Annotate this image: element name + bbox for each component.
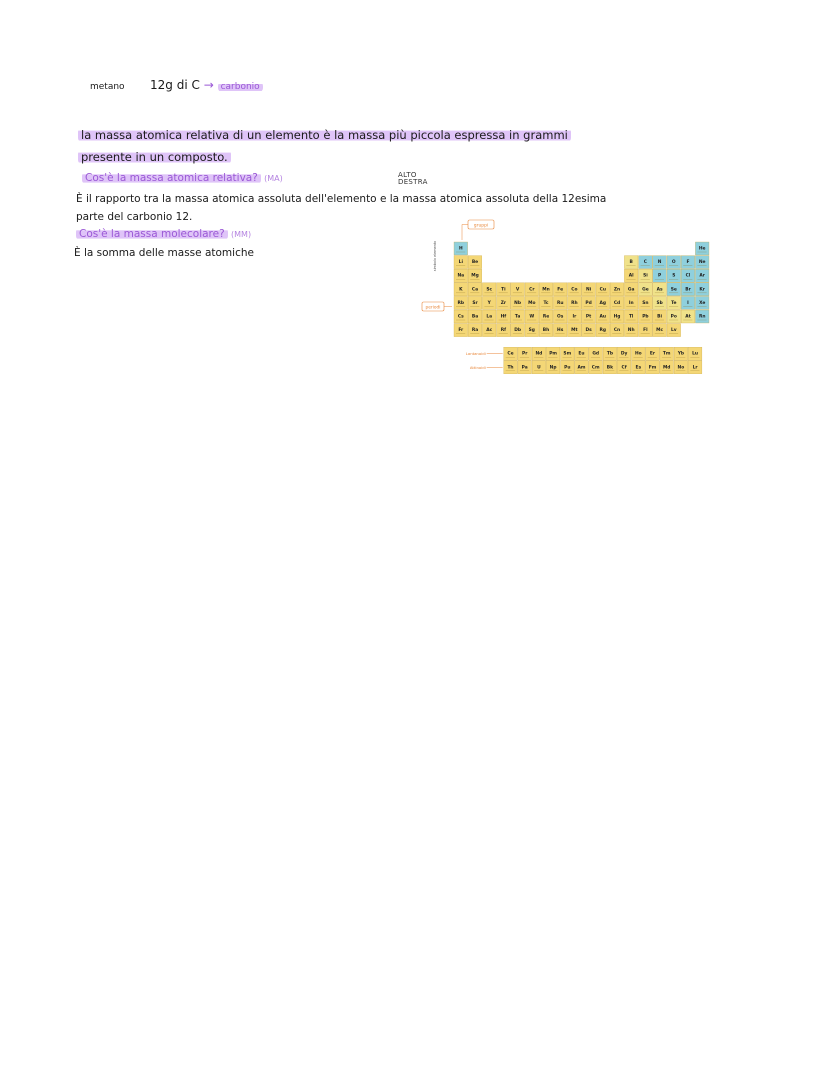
- element-rg-symbol: Rg: [599, 328, 607, 334]
- element-nh-symbol: Nh: [627, 328, 635, 334]
- element-ru-symbol: Ru: [556, 300, 564, 306]
- element-al-symbol: Al: [628, 273, 634, 279]
- element-zr-symbol: Zr: [500, 300, 507, 306]
- element-rn-symbol: Rn: [698, 314, 706, 320]
- arrow-icon: →: [203, 78, 214, 92]
- label-periodi: periodi: [425, 305, 441, 311]
- element-os-symbol: Os: [557, 314, 564, 320]
- question2-tag: (MM): [231, 230, 252, 239]
- label-gruppi: gruppi: [473, 223, 489, 229]
- element-sm-symbol: Sm: [563, 351, 572, 357]
- side-note-alto: ALTO: [398, 171, 417, 179]
- label-attinoidi: Attinoidi: [469, 364, 486, 370]
- element-ta-symbol: Ta: [514, 314, 521, 320]
- element-sg-symbol: Sg: [528, 328, 535, 334]
- element-pm-symbol: Pm: [549, 351, 557, 357]
- element-sb-symbol: Sb: [656, 300, 663, 306]
- element-ra-symbol: Ra: [471, 328, 479, 334]
- element-b-symbol: B: [629, 260, 633, 266]
- element-se-symbol: Se: [670, 287, 677, 293]
- element-k-symbol: K: [459, 287, 463, 293]
- element-hs-symbol: Hs: [557, 328, 564, 334]
- element-ir-symbol: Ir: [572, 314, 577, 320]
- answer1-line-2: parte del carbonio 12.: [76, 211, 193, 223]
- element-co-symbol: Co: [571, 287, 578, 293]
- element-hg-symbol: Hg: [613, 314, 621, 320]
- question1-tag: (MA): [264, 174, 283, 183]
- element-rb-symbol: Rb: [457, 300, 465, 306]
- element-la-symbol: La: [486, 314, 493, 320]
- element-na-symbol: Na: [457, 273, 465, 279]
- element-pt-symbol: Pt: [585, 314, 592, 320]
- element-hf-symbol: Hf: [500, 314, 507, 320]
- element-rh-symbol: Rh: [571, 300, 578, 306]
- element-np-symbol: Np: [549, 365, 557, 371]
- definition-line-2: [78, 150, 231, 164]
- element-mn-symbol: Mn: [542, 287, 550, 293]
- element-pb-symbol: Pb: [642, 314, 649, 320]
- note-12g-di-c: [150, 78, 263, 92]
- element-pu-symbol: Pu: [564, 365, 571, 371]
- element-ge-symbol: Ge: [642, 287, 649, 293]
- element-bk-symbol: Bk: [606, 365, 614, 371]
- element-n-symbol: N: [657, 260, 662, 266]
- element-ce-symbol: Ce: [507, 351, 514, 357]
- element-cu-symbol: Cu: [599, 287, 606, 293]
- element-mg-symbol: Mg: [471, 273, 479, 279]
- element-ne-symbol: Ne: [698, 260, 706, 266]
- element-rf-symbol: Rf: [500, 328, 507, 334]
- definition-line-1: [78, 128, 571, 142]
- element-be-symbol: Be: [471, 260, 479, 266]
- element-ti-symbol: Ti: [501, 287, 506, 293]
- element-lu-symbol: Lu: [692, 351, 699, 357]
- element-nb-symbol: Nb: [514, 300, 522, 306]
- element-fe-symbol: Fe: [557, 287, 564, 293]
- element-ar-symbol: Ar: [699, 273, 705, 279]
- element-yb-symbol: Yb: [677, 351, 685, 357]
- question-massa-atomica-relativa: [82, 172, 283, 184]
- element-cd-symbol: Cd: [613, 300, 621, 306]
- element-zn-symbol: Zn: [613, 287, 621, 293]
- question1-highlight: Cos'è la massa atomica relativa?: [82, 172, 261, 184]
- element-au-symbol: Au: [599, 314, 607, 320]
- element-eu-symbol: Eu: [578, 351, 585, 357]
- element-re-symbol: Re: [542, 314, 550, 320]
- element-li-symbol: Li: [458, 260, 463, 266]
- element-er-symbol: Er: [649, 351, 656, 357]
- question2-highlight: Cos'è la massa molecolare?: [76, 228, 228, 240]
- element-ho-symbol: Ho: [634, 351, 642, 357]
- element-pa-symbol: Pa: [521, 365, 528, 371]
- answer2: È la somma delle masse atomiche: [74, 247, 254, 259]
- element-ds-symbol: Ds: [585, 328, 592, 334]
- element-cr-symbol: Cr: [529, 287, 535, 293]
- element-dy-symbol: Dy: [620, 351, 628, 357]
- element-p-symbol: P: [657, 273, 662, 279]
- element-fl-symbol: Fl: [643, 328, 648, 334]
- element-f-symbol: F: [686, 260, 690, 266]
- element-cl-symbol: Cl: [685, 273, 691, 279]
- element-cf-symbol: Cf: [621, 365, 627, 371]
- element-o-symbol: O: [671, 260, 676, 266]
- element-tc-symbol: Tc: [543, 300, 549, 306]
- element-db-symbol: Db: [514, 328, 521, 334]
- element-h-symbol: H: [458, 246, 463, 252]
- definition-highlight-1: la massa atomica relativa di un elemento è la massa più piccola espressa in grammi: [78, 128, 571, 142]
- element-sr-symbol: Sr: [472, 300, 478, 306]
- element-fm-symbol: Fm: [648, 365, 657, 371]
- element-ba-symbol: Ba: [471, 314, 479, 320]
- label-lantanoidi: Lantanoidi: [465, 351, 486, 357]
- element-ca-symbol: Ca: [471, 287, 479, 293]
- element-cn-symbol: Cn: [613, 328, 621, 334]
- element-nd-symbol: Nd: [535, 351, 543, 357]
- note-carbonio-highlight: carbonio: [218, 82, 263, 92]
- side-note-alto-destra: [398, 172, 428, 186]
- element-ga-symbol: Ga: [627, 287, 635, 293]
- definition-highlight-2: presente in un composto.: [78, 150, 231, 164]
- element-ag-symbol: Ag: [599, 300, 607, 306]
- element-i-symbol: I: [687, 300, 689, 306]
- element-ac-symbol: Ac: [486, 328, 493, 334]
- element-bh-symbol: Bh: [542, 328, 550, 334]
- element-fr-symbol: Fr: [458, 328, 464, 334]
- element-cs-symbol: Cs: [457, 314, 464, 320]
- answer1-line-1: È il rapporto tra la massa atomica assoluta dell'elemento e la massa atomica assoluta della 12esima: [76, 193, 607, 205]
- element-sn-symbol: Sn: [642, 300, 649, 306]
- element-tb-symbol: Tb: [606, 351, 613, 357]
- element-s-symbol: S: [672, 273, 676, 279]
- element-br-symbol: Br: [685, 287, 691, 293]
- periodic-table-image: [414, 216, 724, 391]
- element-tl-symbol: Tl: [628, 314, 634, 320]
- element-tm-symbol: Tm: [662, 351, 671, 357]
- element-u-symbol: U: [537, 365, 541, 371]
- element-es-symbol: Es: [635, 365, 642, 371]
- element-in-symbol: In: [628, 300, 634, 306]
- element-te-symbol: Te: [671, 300, 677, 306]
- element-si-symbol: Si: [643, 273, 648, 279]
- note-metano: metano: [90, 82, 125, 92]
- element-mo-symbol: Mo: [528, 300, 536, 306]
- label-vertical: simbolo elemento: [433, 240, 437, 272]
- element-as-symbol: As: [656, 287, 663, 293]
- element-mc-symbol: Mc: [656, 328, 664, 334]
- element-sc-symbol: Sc: [486, 287, 493, 293]
- element-bi-symbol: Bi: [657, 314, 663, 320]
- side-note-destra: DESTRA: [398, 178, 428, 186]
- element-po-symbol: Po: [670, 314, 677, 320]
- element-am-symbol: Am: [577, 365, 586, 371]
- element-at-symbol: At: [685, 314, 691, 320]
- element-mt-symbol: Mt: [571, 328, 578, 334]
- element-md-symbol: Md: [662, 365, 671, 371]
- element-gd-symbol: Gd: [592, 351, 600, 357]
- element-w-symbol: W: [529, 314, 535, 320]
- element-he-symbol: He: [698, 246, 706, 252]
- element-no-symbol: No: [677, 365, 685, 371]
- element-v-symbol: V: [515, 287, 520, 293]
- element-kr-symbol: Kr: [699, 287, 705, 293]
- element-lv-symbol: Lv: [670, 328, 677, 334]
- element-xe-symbol: Xe: [699, 300, 706, 306]
- element-lr-symbol: Lr: [692, 365, 698, 371]
- element-c-symbol: C: [643, 260, 648, 266]
- element-pd-symbol: Pd: [585, 300, 592, 306]
- element-cm-symbol: Cm: [591, 365, 600, 371]
- element-pr-symbol: Pr: [522, 351, 528, 357]
- question-massa-molecolare: [76, 228, 251, 240]
- arrow-gruppi-icon: [462, 225, 468, 241]
- element-th-symbol: Th: [507, 365, 514, 371]
- note-12g-text: 12g di C: [150, 78, 200, 92]
- element-y-symbol: Y: [487, 300, 491, 306]
- element-ni-symbol: Ni: [586, 287, 592, 293]
